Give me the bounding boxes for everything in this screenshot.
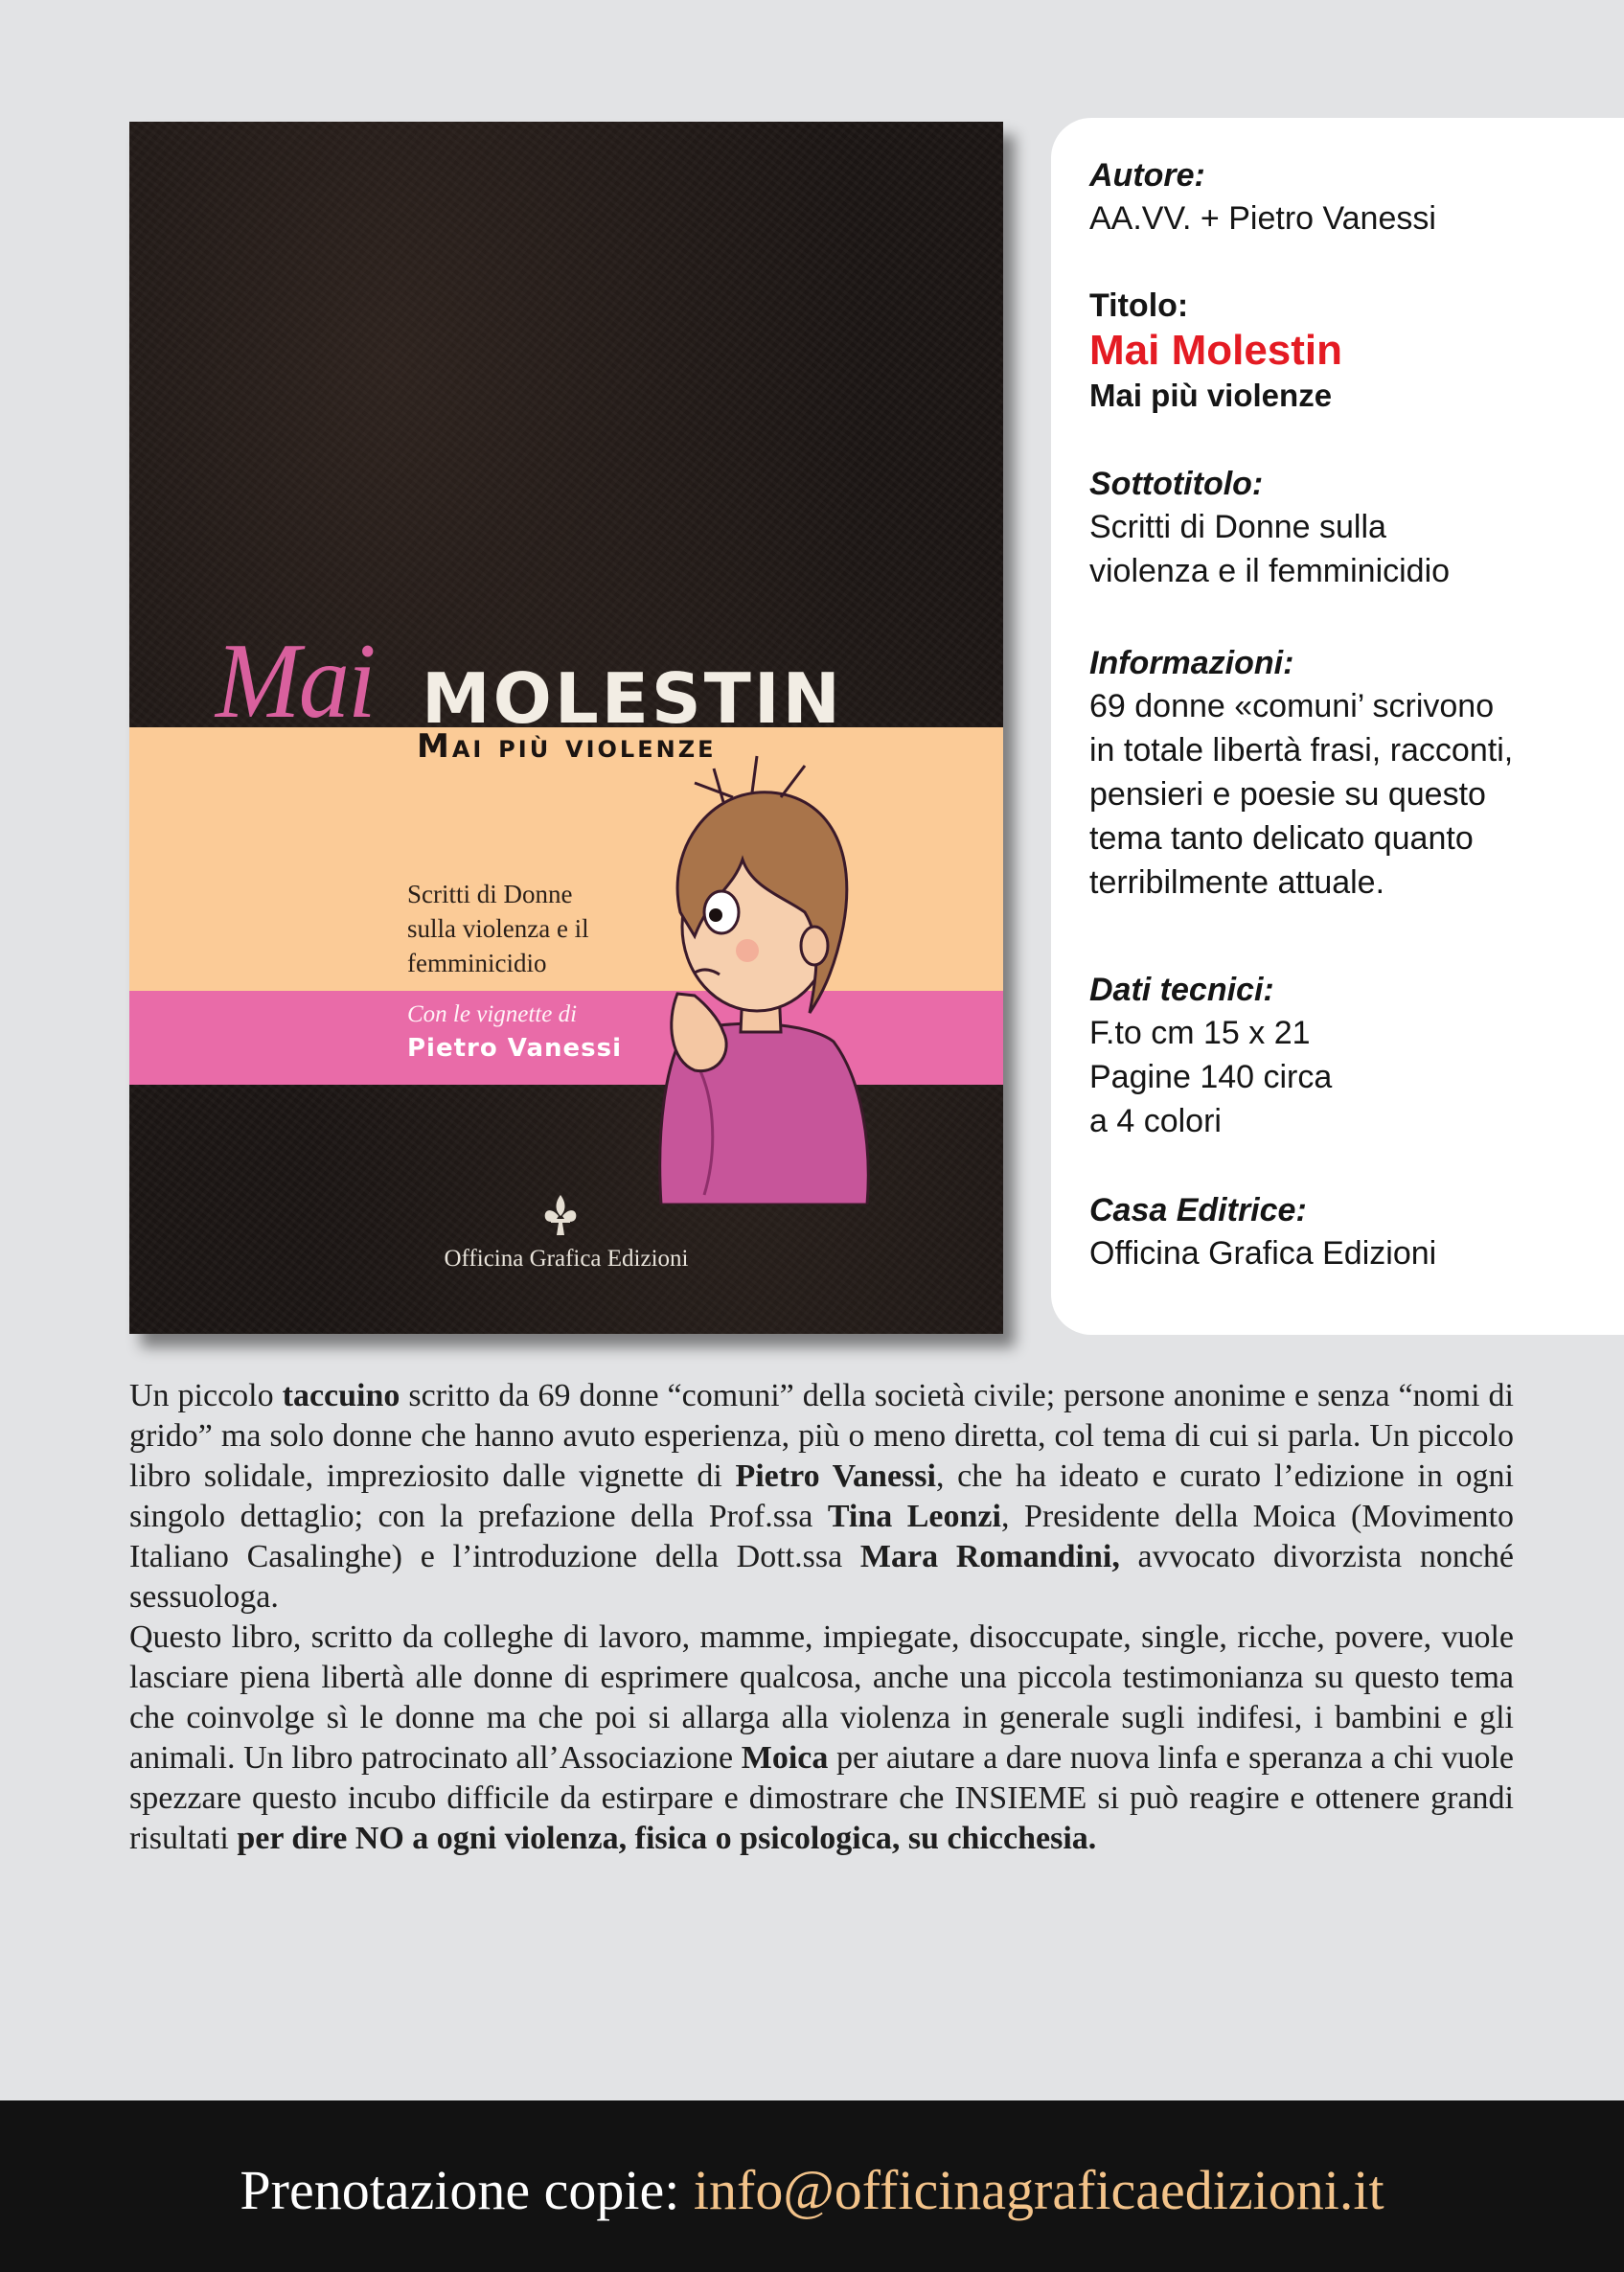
informazioni-line: 69 donne «comuni’ scrivono [1089,688,1495,724]
book-info-card [1051,118,1624,1335]
cover-title-main: MOLESTIN [422,658,843,739]
tech-label: Dati tecnici: [1089,972,1274,1008]
cover-title-script: Mai [216,622,375,741]
informazioni-line: tema tanto delicato quanto [1089,820,1474,857]
informazioni-line: in totale libertà frasi, racconti, [1089,732,1514,769]
text-run: , che ha ideato e curato l’edizione in ogni singolo dettaglio; con la prefazione della Prof.ssa [129,1458,1514,1534]
bold-run: Moica [741,1740,829,1776]
book-cover [129,122,1003,1334]
text-run: per aiutare a dare nuova linfa e speranza a chi vuole spezzare questo incubo difficile da estirpare e dimostrare che INSIEME si può reagire e ottenere grandi risultati [129,1740,1514,1856]
subtitle-label: Sottotitolo: [1089,466,1264,502]
author-label: Autore: [1089,157,1205,194]
publisher-section [1089,1189,1436,1275]
subtitle-line: violenza e il femminicidio [1089,553,1451,589]
title-sub-value: Mai più violenze [1089,378,1333,413]
bold-run: Mara Romandini, [859,1539,1120,1574]
bold-run: Tina Leonzi [827,1499,1001,1534]
paragraph-2 [129,1618,1514,1859]
text-run: Questo libro, scritto da colleghe di lavoro, mamme, impiegate, disoccupate, single, ricche, povere, vuole lasciare piena libertà alle donne di esprimere qualcosa, anche una piccola testimonianza su questo tema che coinvolge sì le donne ma che poi si allarga alla violenza in generale sugli indifesi, i bambini e gli animali. Un libro patrocinato all’Associazione [129,1619,1514,1776]
bold-run: per dire NO a ogni violenza, fisica o psicologica, su chicchesia. [237,1821,1097,1856]
title-section [1089,285,1342,417]
cover-description-line: femminicidio [407,949,547,977]
tech-line: F.to cm 15 x 21 [1089,1015,1311,1051]
tech-section [1089,969,1332,1143]
booking-label: Prenotazione copie: [240,2159,694,2221]
booking-line [0,2158,1624,2222]
paragraph-1 [129,1376,1514,1618]
informazioni-line: pensieri e poesie su questo [1089,776,1486,813]
cover-description-line: sulla violenza e il [407,914,589,943]
bold-run: Pietro Vanessi [735,1458,936,1494]
text-run: avvocato divorzista nonché sessuologa. [129,1539,1514,1615]
author-value: AA.VV. + Pietro Vanessi [1089,200,1436,237]
title-value: Mai Molestin [1089,327,1343,374]
text-run: Un piccolo [129,1378,283,1413]
publisher-value: Officina Grafica Edizioni [1089,1235,1437,1272]
title-label: Titolo: [1089,287,1189,324]
cover-illustrator: Pietro Vanessi [407,1034,623,1063]
informazioni-line: terribilmente attuale. [1089,864,1385,901]
footer-bar [0,2100,1624,2272]
booking-email-link[interactable]: info@officinagraficaedizioni.it [693,2159,1384,2221]
bold-run: taccuino [282,1378,400,1413]
fleur-de-lis-icon [541,1193,580,1237]
description-text [129,1376,1514,1859]
cover-publisher: Officina Grafica Edizioni [444,1246,689,1272]
cover-description-line: Scritti di Donne [407,880,573,908]
subtitle-section [1089,463,1450,593]
cartoon-woman-illustration [628,745,886,1205]
subtitle-line: Scritti di Donne sulla [1089,509,1386,545]
cover-vignette-label: Con le vignette di [407,1001,578,1027]
author-section [1089,154,1436,241]
text-run: , Presidente della Moica (Movimento Italiano Casalinghe) e l’introduzione della Dott.ssa [129,1499,1514,1574]
publisher-label: Casa Editrice: [1089,1192,1307,1228]
tech-line: a 4 colori [1089,1103,1222,1139]
informazioni-label: Informazioni: [1089,645,1294,681]
cover-subtitle: Mai più violenze [417,727,717,766]
text-run: scritto da 69 donne “comuni” della società civile; persone anonime e senza “nomi di grido” ma solo donne che hanno avuto esperienza, più o meno diretta, col tema di cui si parla. Un piccolo libro solidale, impreziosito dalle vignette di [129,1378,1514,1494]
informazioni-section [1089,642,1513,905]
tech-line: Pagine 140 circa [1089,1059,1333,1095]
